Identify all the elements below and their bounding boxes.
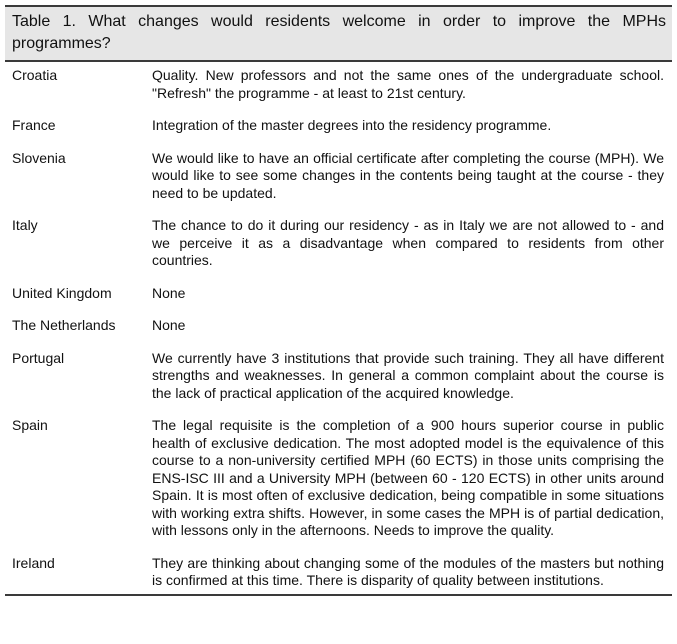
table-row-united-kingdom — [5, 285, 672, 303]
country-cell: Portugal — [12, 349, 65, 366]
response-cell: The chance to do it during our residency - as in Italy we are not allowed to - and we perceive it as a disadvantage when compared to residents from other countries. — [152, 217, 664, 268]
table-row-netherlands — [5, 317, 672, 335]
table-row-spain — [5, 417, 672, 540]
response-cell: Quality. New professors and not the same ones of the undergraduate school. "Refresh" the programme - at least to 21st century. — [152, 67, 664, 101]
response-cell: We would like to have an official certificate after completing the course (MPH). We would like to see some changes in the contents being taught at the course - they need to be updated. — [152, 149, 664, 201]
response-cell: None — [152, 317, 186, 333]
table-row-france — [5, 117, 672, 135]
table-row-slovenia — [5, 150, 672, 203]
table-row-portugal — [5, 350, 672, 403]
response-cell: The legal requisite is the completion of a 900 hours superior course in public health of exclusive dedication. The most adopted model is the equivalence of this course to a non-university certified MPH (60 ECTS) in those units comprising the ENS-ISC III and a University MPH (between 60 - 120 ECTS) in other units around Spain. It is most often of exclusive dedication, being compatible in some situations with working extra shifts. However, in some cases the MPH is of partial dedication, with lessons only in the afternoons. Needs to improve the quality. — [152, 417, 664, 538]
country-cell: Slovenia — [12, 149, 66, 166]
response-cell: Integration of the master degrees into the residency programme. — [152, 117, 552, 133]
residents-table — [5, 5, 672, 596]
country-cell: The Netherlands — [12, 317, 116, 333]
table-body — [5, 62, 672, 590]
table-row-italy — [5, 217, 672, 270]
response-cell: They are thinking about changing some of the modules of the masters but nothing is confirmed at this time. There is disparity of quality between institutions. — [152, 554, 664, 588]
country-cell: United Kingdom — [12, 284, 112, 301]
country-cell: France — [12, 117, 56, 133]
country-cell: Italy — [12, 217, 38, 233]
table-row-croatia — [5, 67, 672, 102]
country-cell: Croatia — [12, 67, 58, 83]
response-cell: We currently have 3 institutions that provide such training. They all have different strengths and weaknesses. In general a common complaint about the course is the lack of practical application of the acquired knowledge. — [152, 349, 664, 401]
country-cell: Ireland — [12, 554, 55, 571]
response-cell: None — [152, 284, 186, 301]
table-caption: Table 1. What changes would residents welcome in order to improve the MPHs programmes? — [5, 7, 672, 62]
country-cell: Spain — [12, 417, 48, 433]
table-row-ireland — [5, 555, 672, 590]
